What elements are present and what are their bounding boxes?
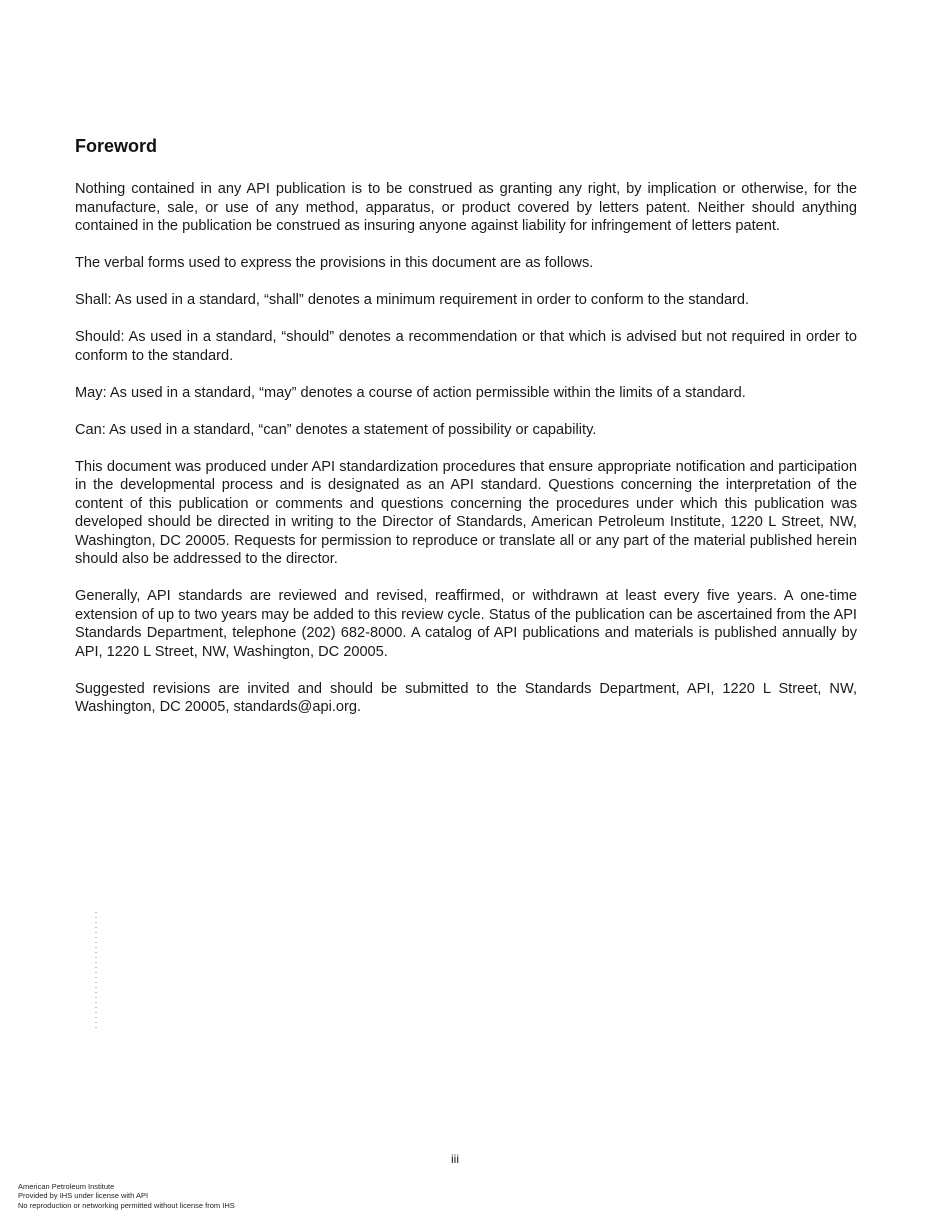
paragraph-may: May: As used in a standard, “may” denotes a course of action permissible within the limits of a standard.	[75, 384, 746, 401]
license-line-publisher: American Petroleum Institute	[18, 1182, 115, 1191]
page-number: iii	[451, 1152, 459, 1166]
paragraph-suggested-revisions: Suggested revisions are invited and should be submitted to the Standards Department, API, 1220 L Street, NW, Washington, DC 20005, standards@api.org.	[75, 680, 857, 715]
paragraph-verbal-forms: The verbal forms used to express the provisions in this document are as follows.	[75, 255, 594, 271]
page-title: Foreword	[75, 136, 158, 156]
document-page	[75, 134, 857, 717]
paragraph-review-cycle: Generally, API standards are reviewed and revised, reaffirmed, or withdrawn at least every five years. A one-time extension of up to two years may be added to this review cycle. Status of the publication can be ascertained from the API Standards Department, telephone (202) 682-8000. A catalog of API publications and materials is published annually by API, 1220 L Street, NW, Washington, DC 20005.	[75, 588, 857, 660]
license-line-restriction: No reproduction or networking permitted without license from IHS	[18, 1200, 235, 1210]
paragraph-patent-disclaimer: Nothing contained in any API publication is to be construed as granting any right, by implication or otherwise, for the manufacture, sale, or use of any method, apparatus, or product covered by letters patent. Neither should anything contained in the publication be construed as insuring anyone against liability for infringement of letters patent.	[75, 181, 857, 234]
license-notice	[18, 1182, 235, 1210]
scan-marks	[95, 912, 97, 1032]
license-line-provider: Provided by IHS under license with API	[18, 1191, 149, 1201]
paragraph-should: Should: As used in a standard, “should” denotes a recommendation or that which is advised but not required in order to conform to the standard.	[75, 329, 857, 364]
paragraph-can: Can: As used in a standard, “can” denotes a statement of possibility or capability.	[75, 421, 597, 438]
paragraph-shall: Shall: As used in a standard, “shall” denotes a minimum requirement in order to conform to the standard.	[75, 292, 750, 308]
paragraph-standardization-procedures: This document was produced under API standardization procedures that ensure appropriate notification and participation in the developmental process and is designated as an API standard. Questions concerning the interpretation of the content of this publication or comments and questions concerning the procedures under which this publication was developed should be directed in writing to the Director of Standards, American Petroleum Institute, 1220 L Street, NW, Washington, DC 20005. Requests for permission to reproduce or translate all or any part of the material published herein should also be addressed to the director.	[75, 458, 857, 567]
